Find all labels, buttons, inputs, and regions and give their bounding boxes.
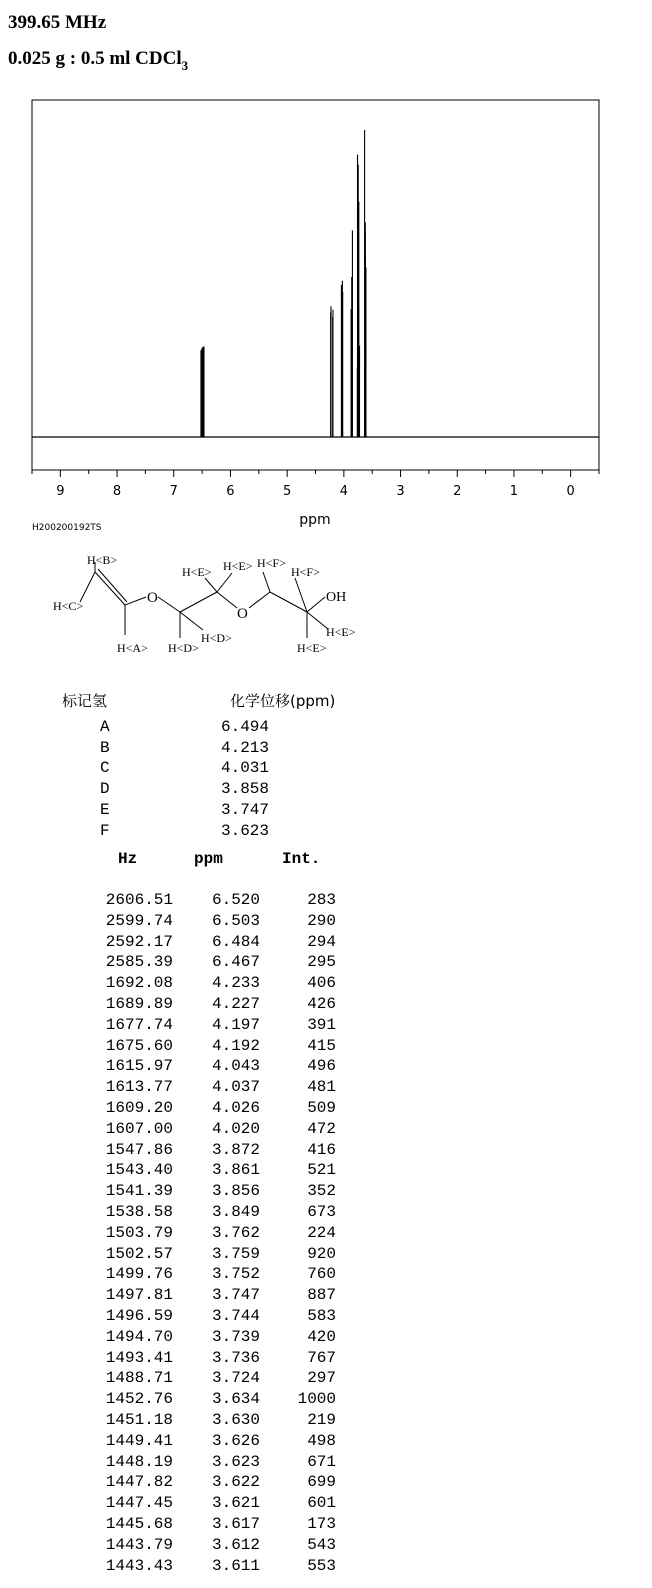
peak-hz: 1443.43 [105,1556,173,1575]
peak-row [0,1494,400,1515]
atom-label: H<E> [326,625,356,639]
peak-row [0,953,400,974]
peak-hz: 1493.41 [105,1348,173,1367]
peak-ppm: 6.484 [211,932,260,951]
peak-hz: 1538.58 [105,1203,173,1221]
peak-ppm: 3.630 [211,1411,260,1429]
peak-row [0,1057,400,1078]
peak-row [0,1016,400,1037]
atom-label: H<F> [257,556,286,570]
peak-ppm: 6.467 [211,953,260,972]
bond [249,592,270,608]
peak-ppm: 3.611 [211,1556,260,1575]
peak-hz: 1502.57 [105,1244,173,1263]
peak-hz: 1543.40 [105,1161,173,1180]
x-tick-label: 6 [226,484,235,499]
peak-hz: 1547.86 [105,1140,173,1159]
assignment-shift: 6.494 [221,718,270,736]
peak-intensity: 391 [307,1015,336,1034]
peak-ppm: 3.872 [211,1140,260,1159]
peak-intensity: 920 [307,1244,336,1263]
peak-ppm: 4.037 [211,1078,260,1097]
peak-hz: 1452.76 [105,1390,173,1409]
peak-row [0,1037,400,1058]
peak-row [0,1557,400,1578]
assignment-shift: 3.623 [221,821,270,840]
peak-intensity: 601 [307,1494,336,1513]
peak-row [0,1203,400,1224]
peak-row [0,891,400,912]
peak-intensity: 290 [307,911,336,930]
bond [125,597,146,605]
peak-intensity: 415 [307,1036,336,1055]
peak-ppm: 3.856 [211,1182,260,1201]
assignment-shift: 3.747 [221,800,270,819]
plot-frame [32,100,599,470]
assignment-shift: 4.213 [221,738,270,757]
x-tick-label: 9 [56,484,65,499]
peak-ppm: 3.752 [211,1265,260,1284]
spectrum-code: H200200192TS [32,523,102,533]
peak-intensity: 543 [307,1535,336,1554]
peak-row [0,1328,400,1349]
bond [80,572,95,602]
peak-ppm: 6.503 [211,911,260,930]
sample-subscript: 3 [181,58,189,73]
x-tick-label: 3 [396,484,405,499]
peak-ppm: 3.739 [211,1327,260,1346]
bond [217,573,232,592]
peak-row [0,1286,400,1307]
assignment-shift: 3.858 [221,780,270,799]
peak-row [0,1099,400,1120]
bond [95,572,125,605]
peak-ppm: 3.621 [211,1494,260,1513]
peak-intensity: 673 [307,1203,336,1221]
peak-ppm: 3.623 [211,1452,260,1471]
peak-hz: 1488.71 [105,1369,173,1388]
peak-row [0,1307,400,1328]
peak-hz: 1677.74 [105,1015,173,1034]
peak-hz: 2606.51 [105,891,173,909]
atom-label: H<D> [168,641,199,655]
peak-intensity: 297 [307,1369,336,1388]
peak-hz: 2592.17 [105,932,173,951]
assignment-label: E [100,800,110,819]
peak-intensity: 426 [307,995,336,1013]
peak-ppm: 3.762 [211,1223,260,1242]
assignment-label: D [100,780,110,799]
peak-row [0,1432,400,1453]
atom-label: H<F> [291,565,320,579]
peak-hz: 1609.20 [105,1099,173,1117]
assignment-label: A [100,718,110,736]
peak-intensity: 767 [307,1348,336,1367]
peak-hz: 1448.19 [105,1452,173,1471]
peak-intensity: 509 [307,1099,336,1117]
assignment-label: F [100,821,110,840]
x-tick-label: 0 [566,484,575,499]
peak-row [0,1473,400,1494]
x-axis-label: ppm [299,512,331,528]
peak-hz: 1445.68 [105,1515,173,1533]
peak-row [0,1536,400,1557]
peak-row [0,1369,400,1390]
atom-label: H<D> [201,631,232,645]
bond [263,572,270,592]
peak-hz: 1447.45 [105,1494,173,1513]
assignment-label: B [100,738,110,757]
peak-hz: 1447.82 [105,1473,173,1492]
peak-ppm: 3.744 [211,1307,260,1325]
sample-concentration [8,48,189,73]
atom-label: H<A> [117,641,148,655]
peak-ppm: 3.849 [211,1203,260,1221]
peak-intensity: 352 [307,1182,336,1201]
peak-ppm: 4.043 [211,1057,260,1076]
peak-intensity: 1000 [297,1390,336,1409]
peak-intensity: 472 [307,1119,336,1138]
peak-hz: 1541.39 [105,1182,173,1201]
x-tick-label: 5 [283,484,292,499]
bond [180,592,217,612]
peak-hz: 2585.39 [105,953,173,972]
peak-row [0,1349,400,1370]
peak-ppm: 4.227 [211,995,260,1013]
peak-intensity: 283 [307,891,336,909]
peak-row [0,912,400,933]
peak-hz: 1675.60 [105,1036,173,1055]
peak-row [0,1141,400,1162]
peak-row [0,1224,400,1245]
peak-intensity: 521 [307,1161,336,1180]
peak-hz: 1692.08 [105,974,173,993]
x-tick-label: 8 [112,484,122,499]
peak-ppm: 3.747 [211,1286,260,1305]
spectrometer-frequency: 399.65 MHz [8,12,107,33]
peak-row [0,1161,400,1182]
hydroxyl-label: OH [326,590,347,605]
x-tick-label: 1 [509,484,519,499]
peak-header-hz: Hz [118,850,138,868]
peak-intensity: 887 [307,1286,336,1305]
bond [180,612,203,630]
assignment-label: C [100,759,110,778]
oxygen-label: O [147,590,158,606]
peak-ppm: 3.861 [211,1161,260,1180]
peak-row [0,1265,400,1286]
peak-intensity: 224 [307,1223,336,1242]
peak-hz: 1494.70 [105,1327,173,1346]
bond [158,597,180,612]
peak-row [0,933,400,954]
molecule-structure [45,550,375,665]
peak-ppm: 3.759 [211,1244,260,1263]
peak-row [0,1120,400,1141]
x-tick-label: 2 [453,484,462,499]
peak-ppm: 3.622 [211,1473,260,1492]
assignment-label-header: 标记氢 [62,692,108,710]
peak-intensity: 173 [307,1515,336,1533]
peak-row [0,1245,400,1266]
peak-intensity: 583 [307,1307,336,1325]
peak-ppm: 4.197 [211,1015,260,1034]
peak-series [201,130,366,437]
peak-hz: 2599.74 [105,911,173,930]
nmr-spectrum-chart [0,90,652,540]
peak-row [0,1390,400,1411]
peak-ppm: 4.233 [211,974,260,993]
peak-row [0,1515,400,1536]
peak-intensity: 406 [307,974,336,993]
peak-hz: 1443.79 [105,1535,173,1554]
assignment-shift-header: 化学位移(ppm) [230,692,336,710]
peak-intensity: 699 [307,1473,336,1492]
peak-ppm: 3.617 [211,1515,260,1533]
peak-ppm: 4.026 [211,1099,260,1117]
peak-ppm: 3.626 [211,1431,260,1450]
assignment-shift: 4.031 [221,759,270,778]
peak-hz: 1615.97 [105,1057,173,1076]
peak-intensity: 416 [307,1140,336,1159]
peak-intensity: 498 [307,1431,336,1450]
peak-hz: 1499.76 [105,1265,173,1284]
peak-intensity: 553 [307,1556,336,1575]
peak-intensity: 294 [307,932,336,951]
atom-label: H<E> [223,559,253,573]
peak-ppm: 3.612 [211,1535,260,1554]
peak-row [0,1411,400,1432]
peak-hz: 1689.89 [105,995,173,1013]
x-tick-label: 7 [169,484,178,499]
peak-intensity: 760 [307,1265,336,1284]
peak-intensity: 219 [307,1411,336,1429]
bond [98,569,127,602]
atom-label: H<B> [87,553,118,567]
x-tick-label: 4 [339,484,348,499]
peak-hz: 1613.77 [105,1078,173,1097]
oxygen-label: O [237,606,248,622]
peak-hz: 1496.59 [105,1307,173,1325]
peak-intensity: 295 [307,953,336,972]
peak-hz: 1449.41 [105,1431,173,1450]
peak-hz: 1497.81 [105,1286,173,1305]
peak-intensity: 481 [307,1078,336,1097]
atom-label: H<E> [182,565,212,579]
peak-hz: 1607.00 [105,1119,173,1138]
peak-row [0,1453,400,1474]
peak-intensity: 671 [307,1452,336,1471]
peak-ppm: 6.520 [211,891,260,909]
peak-row [0,974,400,995]
peak-row [0,1078,400,1099]
peak-hz: 1451.18 [105,1411,173,1429]
peak-ppm: 3.736 [211,1348,260,1367]
peak-intensity: 420 [307,1327,336,1346]
peak-header-ppm: ppm [194,850,223,868]
atom-label: H<E> [297,641,327,655]
peak-ppm: 4.020 [211,1119,260,1138]
peak-ppm: 4.192 [211,1036,260,1055]
bond [217,592,237,608]
peak-row [0,1182,400,1203]
sample-text: 0.025 g : 0.5 ml CDCl [8,48,182,69]
peak-header-int: Int. [282,850,321,868]
bond [205,578,217,592]
peak-intensity: 496 [307,1057,336,1076]
peak-ppm: 3.724 [211,1369,260,1388]
x-axis-ticks [32,470,599,499]
peak-hz: 1503.79 [105,1223,173,1242]
peak-ppm: 3.634 [211,1390,260,1409]
bond [307,612,328,629]
peak-row [0,995,400,1016]
bond [307,597,325,612]
atom-label: H<C> [53,599,84,613]
